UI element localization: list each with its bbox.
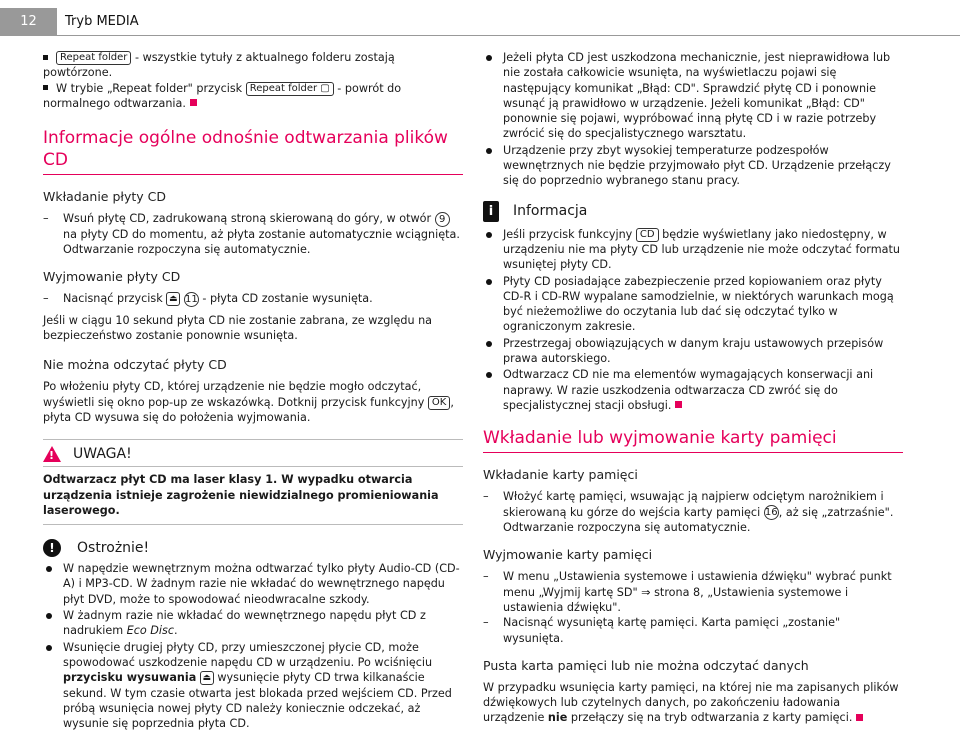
insert-card-step xyxy=(483,489,903,535)
eject-number-badge: 11 xyxy=(184,293,198,305)
repeat-folder-text: - wszystkie tytuły z aktualnego folderu zostają powtórzone. xyxy=(43,51,395,80)
cd-temperature-item: Urządzenie przy zbyt wysokiej temperaturze podzespołów wewnętrznych nie będzie przyjmowało płyt CD. Urządzenie przełączy się do poprzednio wybranego stanu pracy. xyxy=(483,143,903,189)
text: nie xyxy=(547,711,568,725)
text: , płyta CD wysuwa się do położenia wyjmowania. xyxy=(43,395,454,424)
caution-item: W napędzie wewnętrznym można odtwarzać tylko płyty Audio-CD (CD-A) i MP3-CD. W żadnym razie nie wkładać do wewnętrznego napędu płyt DVD, może to spowodować nieodwracalne szkody. xyxy=(43,561,463,607)
text: . xyxy=(174,624,178,638)
bullet-icon xyxy=(43,55,48,60)
caution-header xyxy=(43,539,463,557)
ok-key: OK xyxy=(428,396,450,410)
end-mark-icon xyxy=(190,99,197,106)
text: W przypadku wsunięcia karty pamięci, na której nie ma zapisanych plików dźwiękowych lub czytelnych danych, po zakończeniu ładowania urządzenie xyxy=(483,680,899,725)
left-column xyxy=(43,50,463,732)
info-icon: i xyxy=(483,201,499,222)
info-item xyxy=(483,367,903,413)
eject-note: Jeśli w ciągu 10 sekund płyta CD nie zostanie zabrana, ze względu na bezpieczeństwo zostanie ponownie wsunięta. xyxy=(43,313,433,343)
caution-title: Ostrożnie! xyxy=(77,539,150,556)
cant-play-heading: Nie można odczytać płyty CD xyxy=(43,357,227,373)
repeat-folder-key: Repeat folder xyxy=(56,51,131,65)
repeat-folder-item xyxy=(43,50,463,81)
caution-item xyxy=(43,640,463,732)
eject-icon: ⏏ xyxy=(166,292,180,306)
slot-number-badge: 9 xyxy=(435,212,450,227)
remove-card-step: – W menu „Ustawienia systemowe i ustawienia dźwięku" wybrać punkt menu „Wyjmij kartę SD" ⇒ strona 8, „Ustawienia systemowe i ustawienia dźwięku". xyxy=(483,569,903,615)
header-divider xyxy=(57,35,960,36)
text: Wsuń płytę CD, zadrukowaną stroną skierowaną do góry, w otwór xyxy=(63,212,435,226)
warning-text: Odtwarzacz płyt CD ma laser klasy 1. W wypadku otwarcia urządzenia istnieje zagrożenie niewidzialnego promieniowania laserowego. xyxy=(43,466,463,525)
text: przełączy się na tryb odtwarzania z karty pamięci. xyxy=(567,711,853,725)
text: Nacisnąć przycisk xyxy=(63,292,167,306)
end-mark-icon xyxy=(856,714,863,721)
section-heading: Informacje ogólne odnośnie odtwarzania plików CD xyxy=(43,127,463,175)
text: Jeśli przycisk funkcyjny xyxy=(503,227,636,241)
warning-title: UWAGA! xyxy=(73,445,132,462)
info-item: Przestrzegaj obowiązujących w danym kraju ustawowych przepisów prawa autorskiego. xyxy=(483,336,903,367)
caution-item xyxy=(43,608,463,639)
info-header xyxy=(483,201,903,222)
text: Po włożeniu płyty CD, której urządzenie nie będzie mogło odczytać, wyświetli się okno pop-up ze wskazówką. Dotknij przycisk funkcyjny xyxy=(43,380,428,409)
text: Włożyć kartę pamięci, wsuwając ją najpierw odciętym narożnikiem i skierowaną ku górze do wejścia karty pamięci xyxy=(503,490,884,519)
text: - powrót do normalnego odtwarzania. xyxy=(43,81,402,110)
eject-icon: ⏏ xyxy=(200,671,214,685)
text: Odtwarzacz CD nie ma elementów wymagających konserwacji ani naprawy. W razie uszkodzenia odtwarzacza CD zwróć się do specjalistycznej stacji obsługi. xyxy=(503,368,874,412)
insert-cd-step xyxy=(43,211,463,257)
info-item: Płyty CD posiadające zabezpieczenie przed kopiowaniem oraz płyty CD-R i CD-RW wypalane samodzielnie, w niektórych warunkach mogą być nieżemożliwe do oczytania lub dać się odczytać tylko w ograniczonym zakresie. xyxy=(483,274,903,335)
text: Eco Disc xyxy=(126,624,174,638)
caution-icon: ! xyxy=(43,539,61,557)
section-heading: Wkładanie lub wyjmowanie karty pamięci xyxy=(483,427,903,453)
text: przycisku wysuwania xyxy=(63,671,197,685)
eject-cd-step xyxy=(43,291,463,307)
repeat-folder-return-item xyxy=(43,81,463,112)
repeat-folder-key: Repeat folder ▢ xyxy=(246,82,334,96)
remove-card-step: – Nacisnąć wysuniętą kartę pamięci. Karta pamięci „zostanie" wysunięta. xyxy=(483,615,903,646)
cd-error-item: Jeżeli płyta CD jest uszkodzona mechanicznie, jest nieprawidłowa lub nie została całkowicie wsunięta, na wyświetlaczu pojawi się następujący komunikat „Błąd: CD". Sprawdzić płytę CD i ponownie wsunąć ją prawidłowo w urządzenie. Jeżeli komunikat „Błąd: CD" ponownie się pojawi, wypróbować inną płytę CD i w razie potrzeby zwrócić się do specjalistycznego warsztatu. xyxy=(483,50,903,142)
text: będzie wyświetlany jako niedostępny, w urządzeniu nie ma płyty CD lub urządzenie nie może odczytać formatu wsuniętej płyty CD. xyxy=(503,227,900,272)
insert-cd-heading: Wkładanie płyty CD xyxy=(43,189,166,205)
unreadable-text xyxy=(483,680,903,726)
info-item xyxy=(483,227,903,273)
page-header xyxy=(0,0,960,42)
remove-card-heading: Wyjmowanie karty pamięci xyxy=(483,547,653,563)
right-column xyxy=(483,50,903,726)
page-number: 12 xyxy=(0,8,57,36)
info-title: Informacja xyxy=(513,202,588,219)
text: Wsunięcie drugiej płyty CD, przy umieszczonej płycie CD, może spowodować uszkodzenie napędu CD w urządzeniu. Po wciśnięciu xyxy=(63,640,433,669)
bullet-icon xyxy=(43,85,48,90)
cant-play-text xyxy=(43,379,463,425)
warning-box xyxy=(43,439,463,525)
text: , aż się „zatrzaśnie". Odtwarzanie rozpoczyna się automatycznie. xyxy=(503,505,894,535)
text: W żadnym razie nie wkładać do wewnętrznego napędu płyt CD z nadrukiem xyxy=(63,609,426,638)
end-mark-icon xyxy=(675,401,682,408)
text: - płyta CD zostanie wysunięta. xyxy=(198,292,373,306)
insert-card-heading: Wkładanie karty pamięci xyxy=(483,467,638,483)
card-slot-badge: 16 xyxy=(764,507,778,519)
section-title: Tryb MEDIA xyxy=(65,14,139,29)
cd-key: CD xyxy=(636,228,659,242)
warning-triangle-icon: ! xyxy=(43,446,61,462)
text: na płyty CD do momentu, aż płyta zostanie automatycznie wciągnięta. Odtwarzanie rozpoczyna się automatycznie. xyxy=(63,227,460,256)
eject-cd-heading: Wyjmowanie płyty CD xyxy=(43,269,181,285)
unreadable-heading: Pusta karta pamięci lub nie można odczytać danych xyxy=(483,657,809,673)
text: W trybie „Repeat folder" przycisk xyxy=(56,81,246,95)
text: wysunięcie płyty CD trwa kilkanaście sekund. W tym czasie otwarta jest blokada przed wejściem CD. Przed próbą wsunięcia nowej płyty CD należy koniecznie odczekać, aż wysunie się poprzednia płyta CD. xyxy=(63,671,452,731)
